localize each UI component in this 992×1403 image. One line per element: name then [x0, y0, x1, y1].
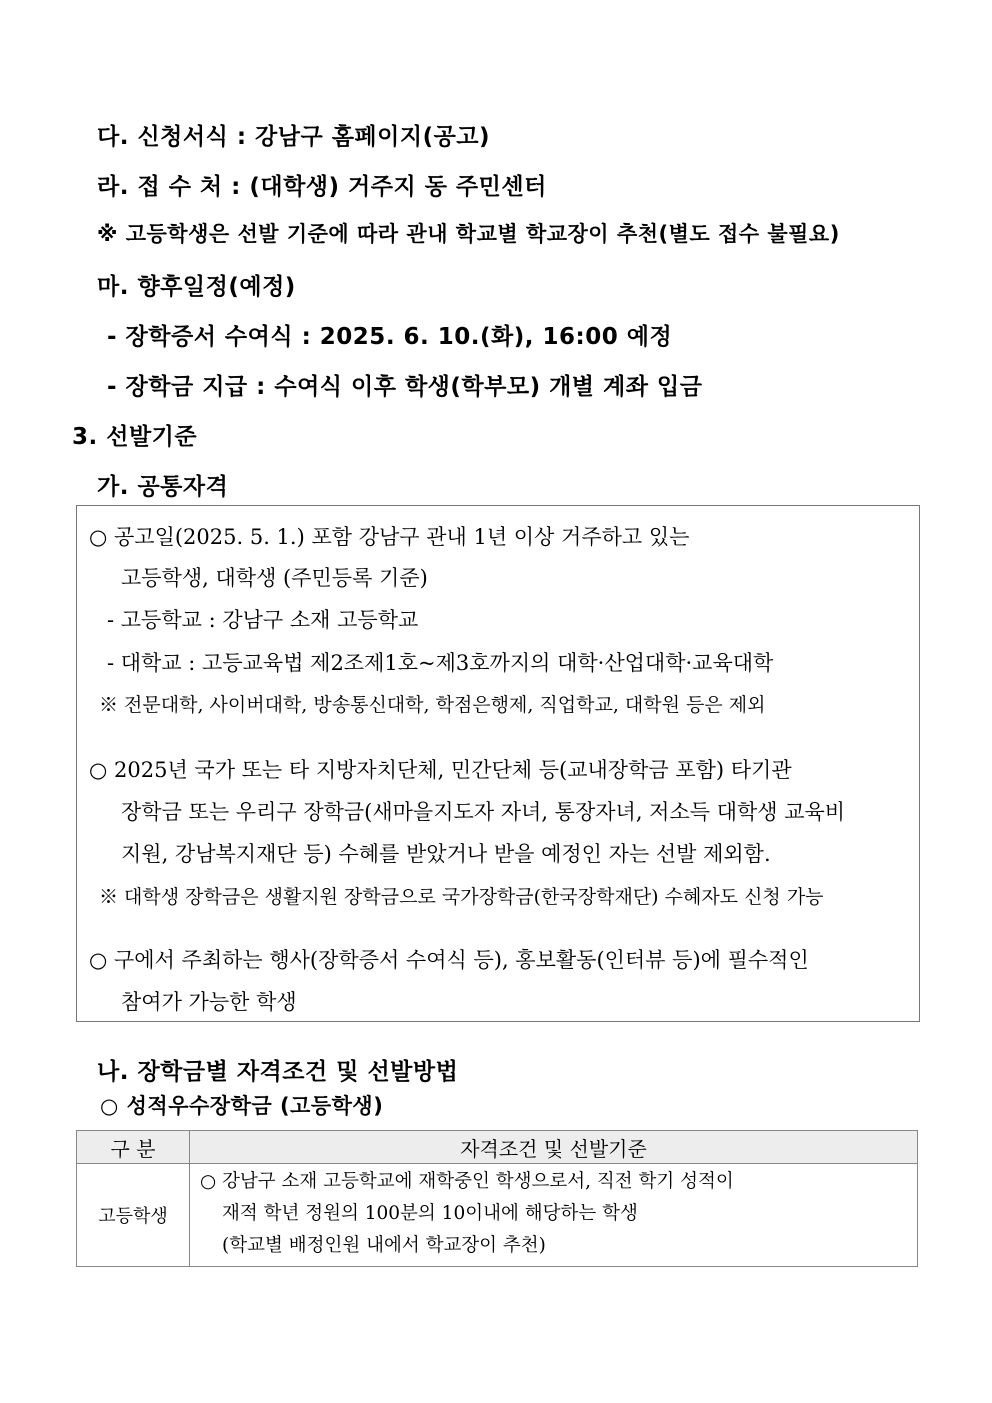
- criteria-line-1: ○ 강남구 소재 고등학교에 재학중인 학생으로서, 직전 학기 성적이: [200, 1171, 734, 1192]
- section-3-title: 3. 선발기준: [72, 424, 198, 450]
- schedule-title: 마. 향후일정(예정): [97, 274, 296, 300]
- common-qualification-box: [76, 505, 920, 1022]
- reception-place-item: 라. 접 수 처 : (대학생) 거주지 동 주민센터: [97, 174, 547, 200]
- other-scholarship-exclusion-line3: 지원, 강남복지재단 등) 수혜를 받았거나 받을 예정인 자는 선발 제외함.: [121, 842, 771, 866]
- table-cell-criteria: [190, 1164, 918, 1267]
- high-school-definition: - 고등학교 : 강남구 소재 고등학교: [107, 608, 419, 632]
- criteria-line-2: 재적 학년 정원의 100분의 10이내에 해당하는 학생: [222, 1203, 638, 1224]
- schedule-item-payment: - 장학금 지급 : 수여식 이후 학생(학부모) 개별 계좌 입금: [107, 374, 703, 400]
- university-definition: - 대학교 : 고등교육법 제2조제1호~제3호까지의 대학·산업대학·교육대학: [107, 651, 774, 675]
- application-form-item: 다. 신청서식 : 강남구 홈페이지(공고): [97, 124, 491, 150]
- merit-scholarship-title: ○ 성적우수장학금 (고등학생): [100, 1094, 384, 1118]
- merit-scholarship-table: [76, 1130, 918, 1267]
- scholarship-criteria-title: 나. 장학금별 자격조건 및 선발방법: [97, 1059, 459, 1085]
- residency-condition-line2: 고등학생, 대학생 (주민등록 기준): [121, 566, 428, 590]
- reception-note: ※ 고등학생은 선발 기준에 따라 관내 학교별 학교장이 추천(별도 접수 불필요): [97, 222, 840, 246]
- table-cell-category: 고등학생: [77, 1164, 190, 1267]
- criteria-line-3: (학교별 배정인원 내에서 학교장이 추천): [222, 1235, 546, 1256]
- national-scholarship-note: ※ 대학생 장학금은 생활지원 장학금으로 국가장학금(한국장학재단) 수혜자도 신청 가능: [99, 886, 824, 908]
- other-scholarship-exclusion-line1: ○ 2025년 국가 또는 타 지방자치단체, 민간단체 등(교내장학금 포함) 타기관: [89, 758, 792, 782]
- table-header-row: [77, 1131, 918, 1164]
- excluded-schools-note: ※ 전문대학, 사이버대학, 방송통신대학, 학점은행제, 직업학교, 대학원 등은 제외: [99, 694, 766, 716]
- table-header-category: 구 분: [77, 1131, 190, 1164]
- other-scholarship-exclusion-line2: 장학금 또는 우리구 장학금(새마을지도자 자녀, 통장자녀, 저소득 대학생 교육비: [121, 800, 846, 824]
- event-participation-line1: ○ 구에서 주최하는 행사(장학증서 수여식 등), 홍보활동(인터뷰 등)에 필수적인: [89, 948, 809, 972]
- table-row: [77, 1164, 918, 1267]
- residency-condition-line1: ○ 공고일(2025. 5. 1.) 포함 강남구 관내 1년 이상 거주하고 있는: [89, 525, 690, 549]
- schedule-item-ceremony: - 장학증서 수여식 : 2025. 6. 10.(화), 16:00 예정: [107, 324, 673, 350]
- event-participation-line2: 참여가 가능한 학생: [121, 990, 297, 1014]
- table-header-criteria: 자격조건 및 선발기준: [190, 1131, 918, 1164]
- common-qualification-title: 가. 공통자격: [97, 474, 229, 500]
